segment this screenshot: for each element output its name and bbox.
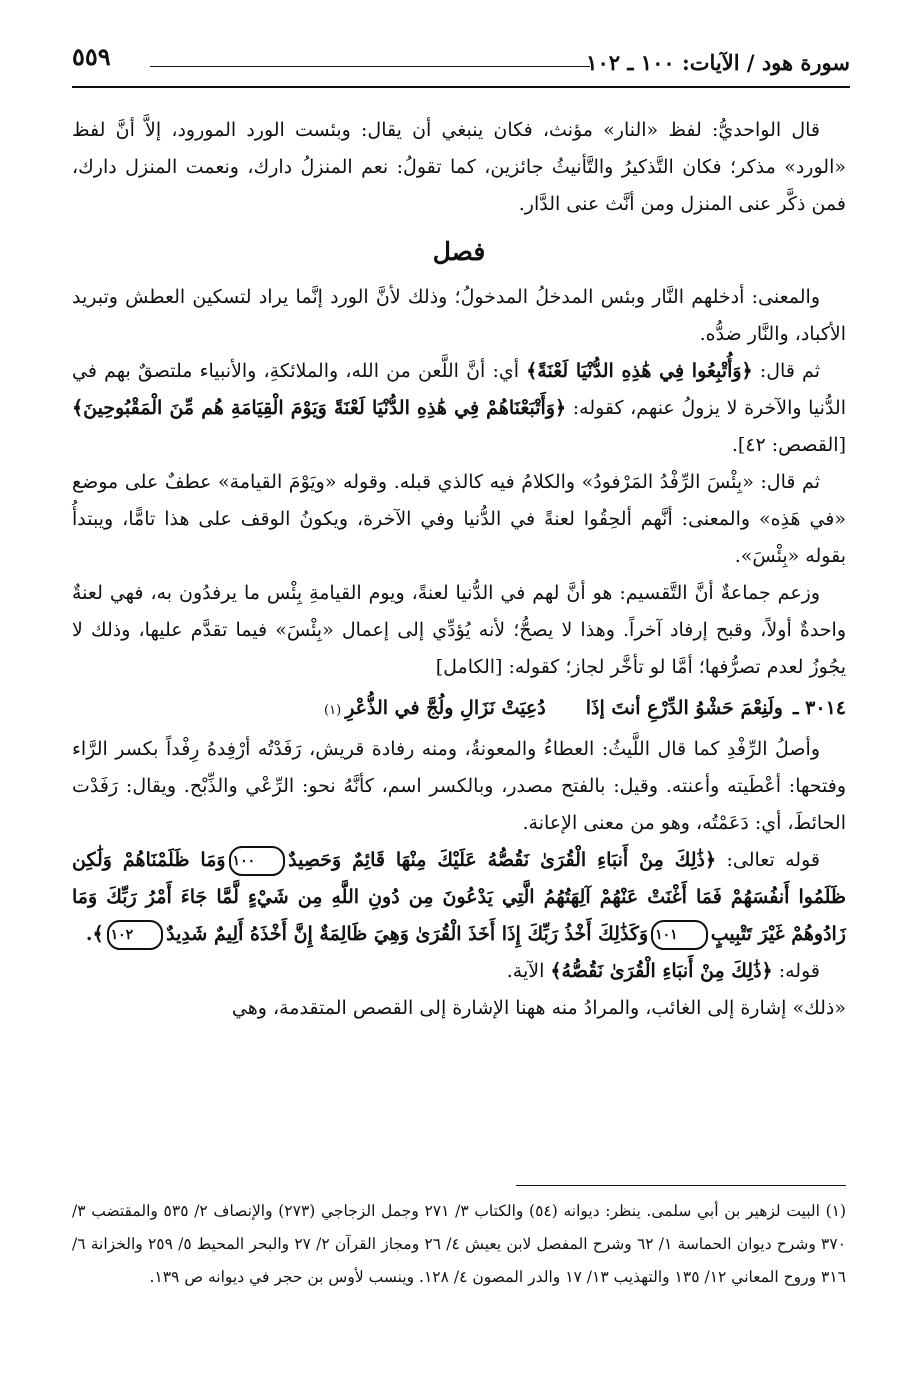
header-rule: [150, 66, 590, 67]
paragraph-3: [72, 353, 846, 464]
quran-quote: وَمَا ظَلَمْنَاهُمْ وَلَٰكِن ظَلَمُوا أَنفُسَهُمْ فَمَا أَغْنَتْ عَنْهُمْ آلِهَتُهُمُ الَّتِي يَدْعُونَ مِن دُونِ اللَّهِ مِن شَيْءٍ لَّمَّا جَاءَ أَمْرُ رَبِّكَ وَمَا زَادُوهُمْ غَيْرَ تَتْبِيبٍ: [72, 849, 846, 945]
quran-quote-end: ﴾.: [85, 923, 104, 945]
verse-number: ٣٠١٤ ـ: [792, 697, 846, 719]
footnote-marker: (١): [324, 703, 342, 718]
paragraph-6: وأصلُ الرِّفْدِ كما قال اللَّيثُ: العطاءُ والمعونةُ، ومنه رفادة قريش، رَفَدْتُه أرْفِدهُ رِفْداً بكسر الرَّاء وفتحها: أعْطَيته وأعنته. وقيل: بالفتح مصدر، وبالكسر اسم، كأنَّهُ نحو: الرِّعْي والذِّبْح. ويقال: رَفَدْت الحائطَ، أي: دَعَمْتُه، وهو من معنى الإعانة.: [72, 738, 846, 834]
poetry-verse: [72, 690, 846, 729]
text-run: الآية.: [506, 960, 551, 982]
paragraph-2: والمعنى: أدخلهم النَّار وبئس المدخلُ المدخولُ؛ وذلك لأنَّ الورد إنَّما يراد لتسكين العطش وتبريد الأكباد، والنَّار ضدُّه.: [72, 286, 846, 345]
paragraph-4: ثم قال: «بِئْسَ الرِّفْدُ المَرْفودُ» والكلامُ فيه كالذي قبله. وقوله «ويَوْمَ القيامة» عطفٌ على موضع «في هَذِه» والمعنى: أنَّهم ألحِقُوا لعنةً في الدُّنيا وفي الآخرة، ويكونُ الوقف على هذا تامًّا، ويبتدأُ بقوله «بِئْسَ».: [72, 471, 846, 567]
hemistich-second: دُعِيَتْ نَزَالِ ولُجَّ في الذُّعْرِ: [345, 697, 546, 719]
footnotes: [72, 1195, 846, 1294]
hemistich-first: ولَنِعْمَ حَشْوُ الدِّرْعِ أنتَ إذَا: [585, 697, 783, 719]
page-number: ٥٥٩: [72, 42, 111, 71]
text-run: قوله تعالى:: [716, 849, 820, 871]
footnote-1: (١) البيت لزهير بن أبي سلمى. ينظر: ديوانه (٥٤) والكتاب ٣/ ٢٧١ وجمل الزجاجي (٢٧٣) والإنصاف ٢/ ٥٣٥ والمقتضب ٣/ ٣٧٠ وشرح ديوان الحماسة ١/ ٦٢ وشرح المفصل لابن يعيش ٤/ ٢٦ ومجاز القرآن ٢/ ٢٧ والبحر المحيط ٥/ ٢٥٩ والخزانة ٦/ ٣١٦ وروح المعاني ١٢/ ١٣٥ والتهذيب ١٣/ ١٧ والدر المصون ٤/ ١٢٨. وينسب لأوس بن حجر في ديوانه ص ١٣٩.: [72, 1202, 847, 1286]
text-run: أي: أنَّ اللَّعن من الله، والملائكةِ، والأنبياء ملتصقٌ بهم في الدُّنيا والآخرة لا يزولُ عنهم، كقوله:: [72, 360, 846, 419]
main-text: [72, 112, 846, 1027]
text-run: قوله:: [772, 960, 820, 982]
text-run: ثم قال:: [752, 360, 820, 382]
paragraph-5: وزعم جماعةٌ أنَّ التَّقسيم: هو أنَّ لهم في الدُّنيا لعنةً، ويوم القيامةِ بِئْس ما يرفدُون به، فهي لعنةٌ واحدةٌ أولاً، وقبح إرفاد آخراً. وهذا لا يصحُّ؛ لأنه يُؤدِّي إلى إعمال «بِئْسَ» فيما تقدَّم عليها، وذلك لا يجُوزُ لعدم تصرُّفها؛ أمَّا لو تأخَّر لجاز؛ كقوله: [الكامل]: [72, 582, 846, 678]
header-underline: [72, 86, 850, 88]
verse-number-icon: ١٠٠: [229, 846, 286, 876]
verse-number-icon: ١٠١: [651, 920, 708, 950]
paragraph-7: [72, 842, 846, 953]
quran-quote: ﴿وَأُتْبِعُوا فِي هَٰذِهِ الدُّنْيَا لَعْنَةً﴾: [526, 360, 753, 382]
quran-quote: ﴿ذَٰلِكَ مِنْ أَنبَاءِ الْقُرَىٰ نَقُصُّهُ﴾: [550, 960, 773, 982]
quran-quote: وَكَذَٰلِكَ أَخْذُ رَبِّكَ إِذَا أَخَذَ الْقُرَىٰ وَهِيَ ظَالِمَةٌ إِنَّ أَخْذَهُ أَلِيمٌ شَدِيدٌ: [166, 923, 649, 945]
citation: [القصص: ٤٢].: [731, 434, 846, 456]
paragraph-1: قال الواحديُّ: لفظ «النار» مؤنث، فكان ينبغي أن يقال: وبئست الورد المورود، إلاَّ أنَّ لفظ «الورد» مذكر؛ فكان التَّذكيرُ والتَّأنيثُ جائزين، كما تقولُ: نعم المنزلُ دارك، ونعمت المنزل دارك، فمن ذكَّر عنى المنزل ومن أنَّث عنى الدَّار.: [72, 119, 846, 215]
running-title: سورة هود / الآيات: ١٠٠ ـ ١٠٢: [586, 50, 850, 75]
quran-quote: ﴿وَأَتْبَعْنَاهُمْ فِي هَٰذِهِ الدُّنْيَا لَعْنَةً وَيَوْمَ الْقِيَامَةِ هُم مِّنَ الْمَقْبُوحِينَ﴾: [72, 397, 567, 419]
page-header: [72, 36, 850, 88]
section-title: فصل: [432, 237, 486, 266]
footnote-separator: [516, 1185, 846, 1186]
quran-quote: ﴿ذَٰلِكَ مِنْ أَنبَاءِ الْقُرَىٰ نَقُصُّهُ عَلَيْكَ مِنْهَا قَائِمٌ وَحَصِيدٌ: [288, 849, 717, 871]
verse-number-icon: ١٠٢: [107, 920, 164, 950]
paragraph-9: «ذلك» إشارة إلى الغائب، والمرادُ منه ههنا الإشارة إلى القصص المتقدمة، وهي: [231, 997, 846, 1019]
paragraph-8: [72, 953, 846, 990]
